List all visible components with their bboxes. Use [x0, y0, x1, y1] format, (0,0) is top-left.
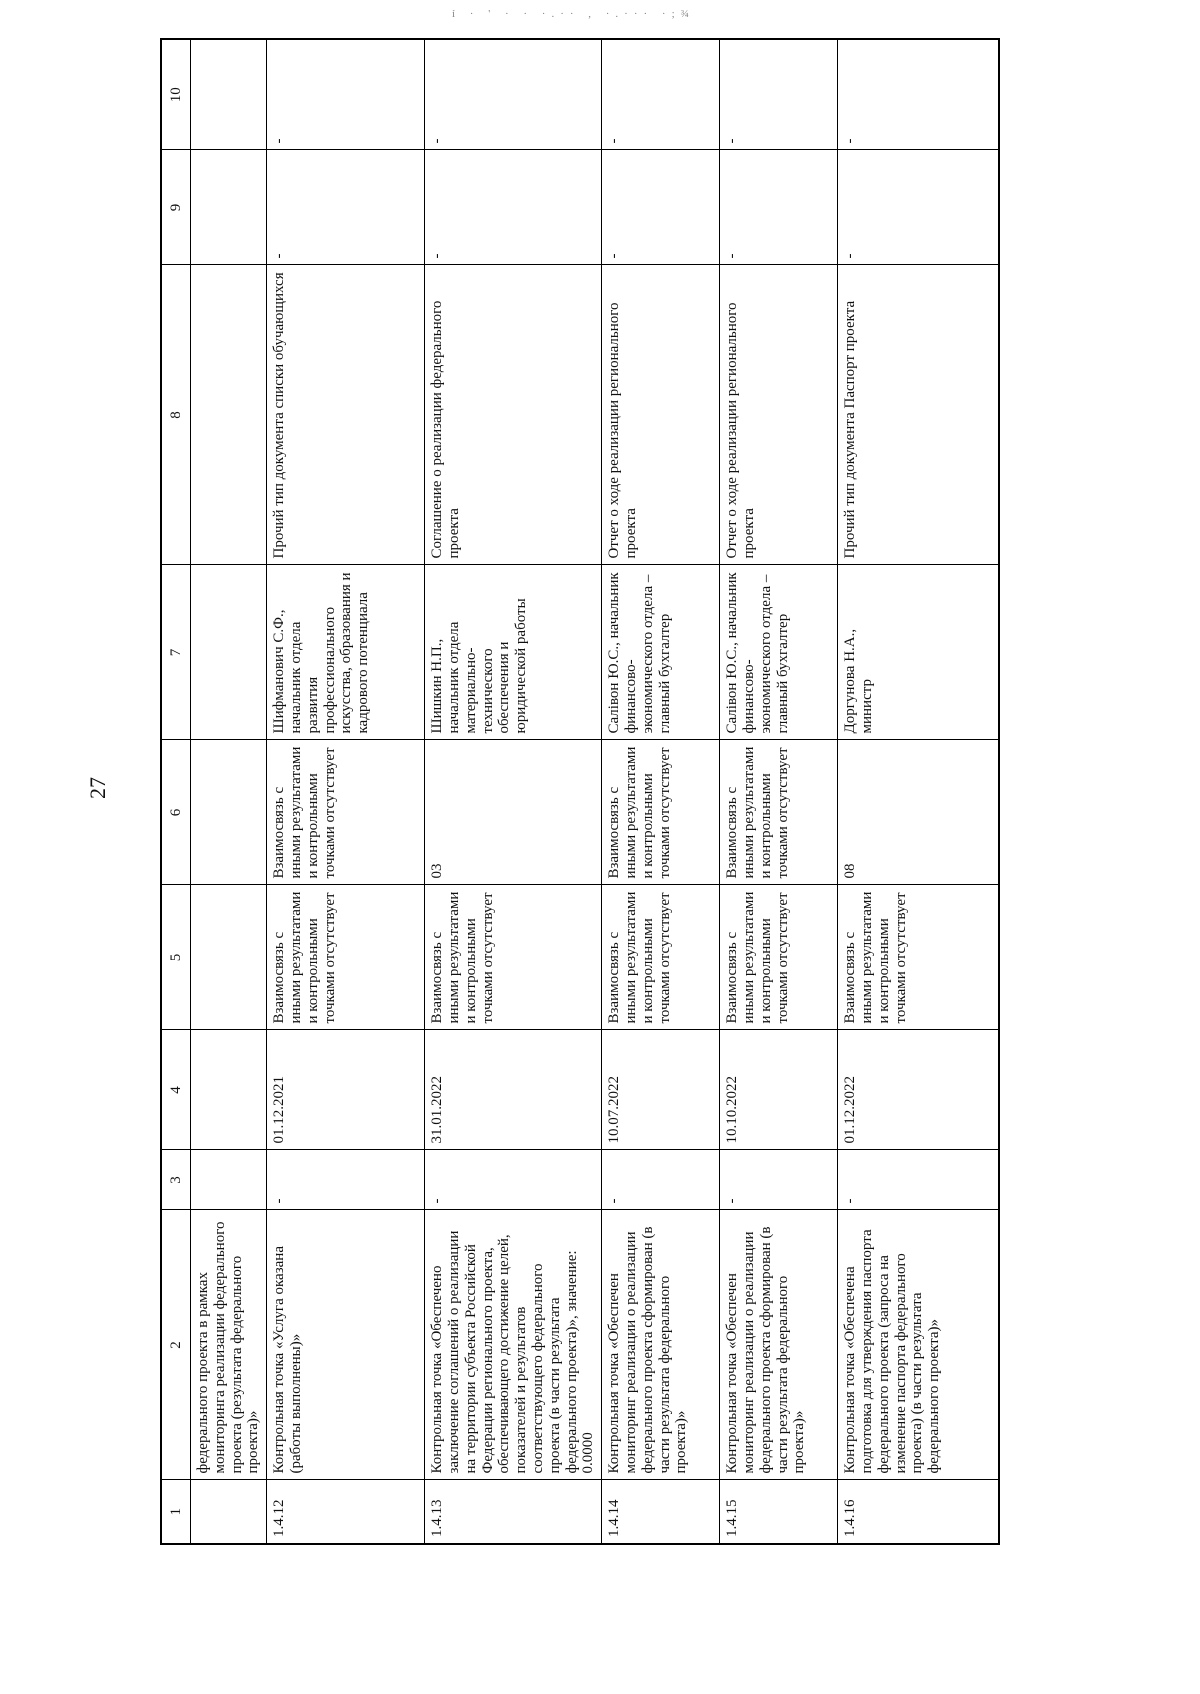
checkpoint-description: федерального проекта в рамках мониторинга реализации федерального проекта (результата федерального проекта)» — [191, 1210, 267, 1480]
cell-col10: - — [838, 39, 999, 150]
table-row — [425, 39, 602, 1544]
cell-col9: - — [267, 150, 425, 265]
checkpoint-description: Контрольная точка «Обеспечена подготовка для утверждения паспорта федерального проекта (запроса на изменение паспорта федерального проекта) (в части результата федерального проекта)» — [838, 1210, 999, 1480]
document-type: Прочий тип документа списки обучающихся — [267, 265, 425, 565]
due-date: 01.12.2022 — [838, 1030, 999, 1150]
relation-col6 — [191, 740, 267, 885]
row-number: 1.4.15 — [720, 1480, 838, 1544]
relation-col6: 08 — [838, 740, 999, 885]
column-header: 7 — [161, 565, 191, 740]
responsible-person: Салівон Ю.С., начальник финансово-экономического отдела – главный бухгалтер — [720, 565, 838, 740]
cell-col10: - — [267, 39, 425, 150]
cell-col3: - — [425, 1150, 602, 1210]
cell-col3 — [191, 1150, 267, 1210]
page-number: 27 — [85, 777, 110, 799]
relation-col6: Взаимосвязь с иными результатами и контрольными точками отсутствует — [602, 740, 720, 885]
relation-col5: Взаимосвязь с иными результатами и контрольными точками отсутствует — [602, 885, 720, 1030]
rotated-page-content — [160, 40, 1000, 1545]
column-header: 4 — [161, 1030, 191, 1150]
relation-col5: Взаимосвязь с иными результатами и контрольными точками отсутствует — [720, 885, 838, 1030]
row-number — [191, 1480, 267, 1544]
relation-col6: Взаимосвязь с иными результатами и контрольными точками отсутствует — [720, 740, 838, 885]
column-header: 5 — [161, 885, 191, 1030]
row-number: 1.4.16 — [838, 1480, 999, 1544]
scan-artifact: ỉ · ' · · ·.·· , ·.··· ·;¾ — [452, 8, 695, 20]
relation-col5: Взаимосвязь с иными результатами и контрольными точками отсутствует — [425, 885, 602, 1030]
column-header: 3 — [161, 1150, 191, 1210]
table-row — [267, 39, 425, 1544]
cell-col3: - — [602, 1150, 720, 1210]
responsible-person: Салівон Ю.С., начальник финансово-экономического отдела – главный бухгалтер — [602, 565, 720, 740]
relation-col6: 03 — [425, 740, 602, 885]
cell-col3: - — [720, 1150, 838, 1210]
cell-col10: - — [425, 39, 602, 150]
document-type: Отчет о ходе реализации регионального проекта — [602, 265, 720, 565]
due-date: 31.01.2022 — [425, 1030, 602, 1150]
relation-col5: Взаимосвязь с иными результатами и контрольными точками отсутствует — [838, 885, 999, 1030]
checkpoint-description: Контрольная точка «Услуга оказана (работы выполнены)» — [267, 1210, 425, 1480]
due-date — [191, 1030, 267, 1150]
document-type — [191, 265, 267, 565]
column-header: 10 — [161, 39, 191, 150]
table-row — [838, 39, 999, 1544]
cell-col10: - — [602, 39, 720, 150]
cell-col9: - — [602, 150, 720, 265]
due-date: 10.10.2022 — [720, 1030, 838, 1150]
cell-col3: - — [267, 1150, 425, 1210]
checkpoint-description: Контрольная точка «Обеспечен мониторинг реализации о реализации федерального проекта сформирован (в части результата федерального проекта)» — [602, 1210, 720, 1480]
cell-col10: - — [720, 39, 838, 150]
relation-col5 — [191, 885, 267, 1030]
column-header: 9 — [161, 150, 191, 265]
cell-col9: - — [720, 150, 838, 265]
document-type: Соглашение о реализации федерального проекта — [425, 265, 602, 565]
row-number: 1.4.13 — [425, 1480, 602, 1544]
column-header: 6 — [161, 740, 191, 885]
document-type: Отчет о ходе реализации регионального проекта — [720, 265, 838, 565]
responsible-person — [191, 565, 267, 740]
checkpoint-description: Контрольная точка «Обеспечен мониторинг реализации о реализации федерального проекта сформирован (в части результата федерального проекта)» — [720, 1210, 838, 1480]
column-header: 2 — [161, 1210, 191, 1480]
cell-col9: - — [425, 150, 602, 265]
responsible-person: Доргунова Н.А., министр — [838, 565, 999, 740]
row-number: 1.4.12 — [267, 1480, 425, 1544]
cell-col9 — [191, 150, 267, 265]
column-header: 1 — [161, 1480, 191, 1544]
project-checkpoints-table — [160, 38, 1000, 1545]
relation-col5: Взаимосвязь с иными результатами и контрольными точками отсутствует — [267, 885, 425, 1030]
cell-col3: - — [838, 1150, 999, 1210]
due-date: 10.07.2022 — [602, 1030, 720, 1150]
cell-col10 — [191, 39, 267, 150]
due-date: 01.12.2021 — [267, 1030, 425, 1150]
row-number: 1.4.14 — [602, 1480, 720, 1544]
column-number-header-row — [161, 39, 191, 1544]
responsible-person: Шифманович С.Ф., начальник отдела развития профессионального искусства, образования и кадрового потенциала — [267, 565, 425, 740]
table-row-continuation — [191, 39, 267, 1544]
column-header: 8 — [161, 265, 191, 565]
responsible-person: Шишкин Н.П., начальник отдела материально-технического обеспечения и юридической работы — [425, 565, 602, 740]
table-row — [602, 39, 720, 1544]
checkpoint-description: Контрольная точка «Обеспечено заключение соглашений о реализации на территории субъекта Российской Федерации регионального проекта, обеспечивающего достижение целей, показателей и результатов соответствующего федерального проекта (в части результата федерального проекта)», значение: 0.0000 — [425, 1210, 602, 1480]
document-type: Прочий тип документа Паспорт проекта — [838, 265, 999, 565]
cell-col9: - — [838, 150, 999, 265]
table-row — [720, 39, 838, 1544]
relation-col6: Взаимосвязь с иными результатами и контрольными точками отсутствует — [267, 740, 425, 885]
